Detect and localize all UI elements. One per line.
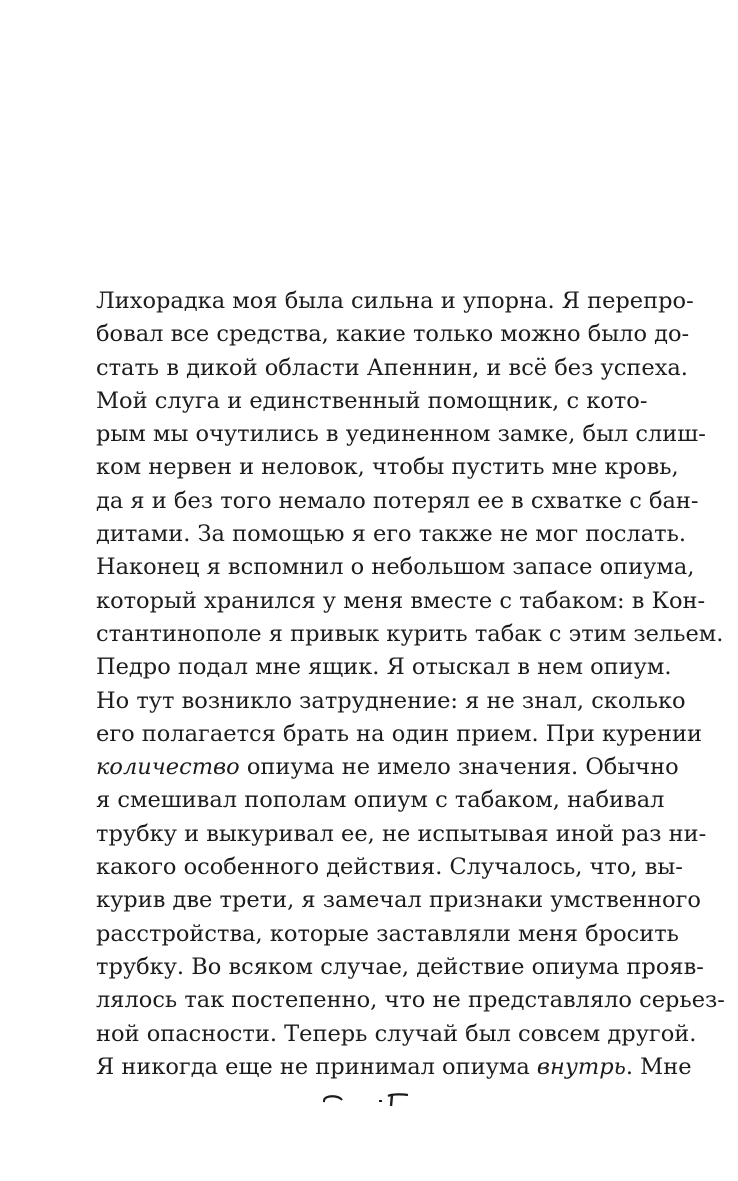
- text-line-14: его полагается брать на один прием. При курении: [96, 720, 702, 747]
- body-text: [96, 285, 725, 1084]
- text-line-10: который хранился у меня вместе с табаком: в Кон-: [96, 587, 706, 614]
- italic-word: количество: [96, 754, 240, 781]
- text-line-24: Я никогда еще не принимал опиума внутрь. Мне: [96, 1053, 692, 1080]
- text-line-13: Но тут возникло затруднение: я не знал, сколько: [96, 687, 686, 714]
- text-line-11: стантинополе я привык курить табак с этим зельем.: [96, 620, 724, 647]
- text-line-9: Наконец я вспомнил о небольшом запасе опиума,: [96, 554, 695, 581]
- text-line-15: количество опиума не имело значения. Обычно: [96, 754, 679, 781]
- text-line-7: да я и без того немало потерял ее в схватке с бан-: [96, 487, 699, 514]
- italic-word: внутрь: [536, 1053, 626, 1080]
- text-line-20: расстройства, которые заставляли меня бросить: [96, 920, 679, 947]
- text-line-4: Мой слуга и единственный помощник, с кото-: [96, 387, 648, 414]
- text-line-17: трубку и выкуривал ее, не испытывая иной раз ни-: [96, 820, 707, 847]
- text-line-8: дитами. За помощью я его также не мог послать.: [96, 521, 686, 548]
- text-line-19: курив две трети, я замечал признаки умственного: [96, 887, 701, 914]
- text-line-16: я смешивал пополам опиум с табаком, набивал: [96, 787, 665, 814]
- text-line-21: трубку. Во всяком случае, действие опиума прояв-: [96, 953, 704, 980]
- text-line-22: лялось так постепенно, что не представляло серьез-: [96, 987, 725, 1014]
- text-line-6: ком нервен и неловок, чтобы пустить мне кровь,: [96, 454, 679, 481]
- page-number-cropped: [318, 1092, 418, 1106]
- text-line-18: какого особенного действия. Случалось, что, вы-: [96, 854, 683, 881]
- text-line-23: ной опасности. Теперь случай был совсем другой.: [96, 1020, 697, 1047]
- page-number-glyphs: [318, 1092, 418, 1106]
- text-line-3: стать в дикой области Апеннин, и всё без успеха.: [96, 354, 688, 381]
- text-line-2: бовал все средства, какие только можно было до-: [96, 321, 690, 348]
- text-line-5: рым мы очутились в уединенном замке, был слиш-: [96, 421, 706, 448]
- text-line-12: Педро подал мне ящик. Я отыскал в нем опиум.: [96, 654, 672, 681]
- text-line-1: Лихорадка моя была сильна и упорна. Я перепро-: [96, 288, 694, 314]
